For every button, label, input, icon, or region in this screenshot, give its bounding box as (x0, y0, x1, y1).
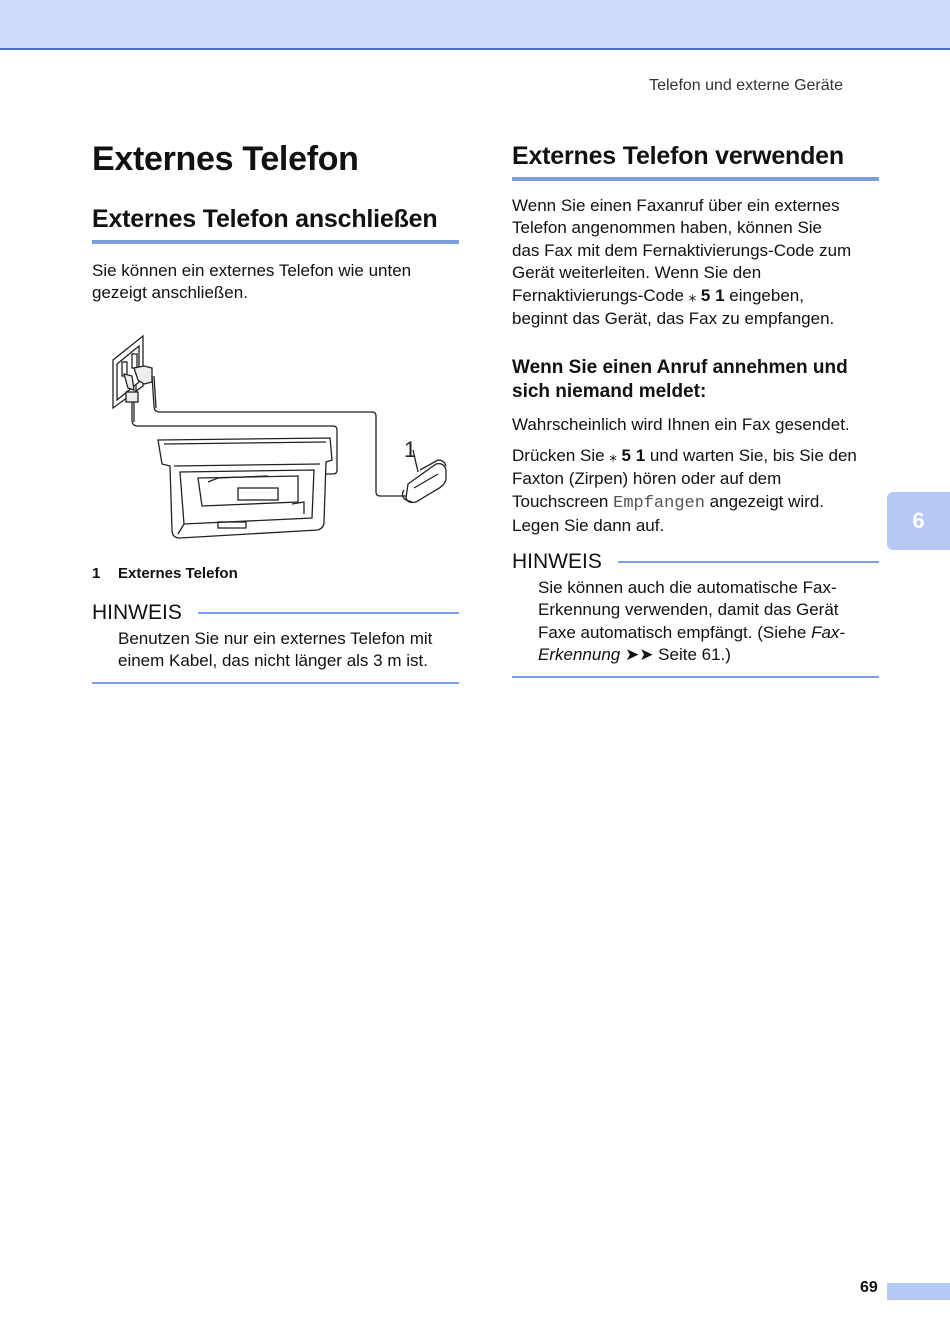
page-number-bar (887, 1283, 950, 1300)
page-number: 69 (860, 1279, 878, 1296)
use-line-2: Telefon angenommen haben, können Sie (512, 218, 823, 238)
intro-paragraph (92, 260, 464, 305)
use-line-5-end: eingeben, (724, 285, 804, 305)
subheading-no-answer (512, 356, 879, 404)
page-reference[interactable]: Seite 61.) (658, 645, 731, 665)
press-line-1-end: und warten Sie, bis Sie den (645, 446, 857, 465)
fax-recognition-link-part2[interactable]: Erkennung (538, 645, 621, 665)
figure-callout-number: 1 (404, 437, 417, 462)
section-title-connect: Externes Telefon anschließen (92, 205, 459, 244)
press-code-paragraph (512, 445, 884, 538)
note-heading-rule (198, 612, 459, 614)
intro-line-1: Sie können ein externes Telefon wie unten (92, 261, 412, 280)
page-ref-arrows-icon: ➤➤ (620, 645, 659, 665)
note-left-line-2: einem Kabel, das nicht länger als 3 m ist. (118, 651, 428, 671)
press-line-3-end: angezeigt wird. (704, 491, 825, 511)
note-right-line-3-text: Faxe automatisch empfängt. (Siehe (538, 622, 812, 642)
fax-recognition-link-part1[interactable]: Fax- (811, 622, 846, 642)
press-line-1-text: Drücken Sie (512, 446, 610, 465)
subheading-line-1: Wenn Sie einen Anruf annehmen und (512, 357, 848, 378)
press-line-2: Faxton (Zirpen) hören oder auf dem (512, 469, 782, 489)
page-title: Externes Telefon (92, 140, 359, 178)
telephone (402, 460, 446, 503)
note-end-rule-right (512, 676, 879, 678)
note-right-line-3 (538, 622, 883, 644)
press-line-3 (512, 491, 884, 515)
note-heading-text: HINWEIS (92, 601, 182, 624)
intro-line-2: gezeigt anschließen. (92, 283, 248, 303)
note-heading-left (92, 601, 459, 625)
note-heading-rule-right (618, 561, 879, 563)
chapter-tab[interactable]: 6 (887, 492, 950, 550)
running-header: Telefon und externe Geräte (649, 77, 843, 94)
note-body-left (118, 628, 463, 673)
use-line-5 (512, 285, 884, 308)
press-line-3-text: Touchscreen (512, 491, 614, 511)
activation-code: 5 1 (696, 285, 725, 305)
note-end-rule-left (92, 682, 459, 684)
figure-caption (92, 565, 238, 582)
note-right-line-4 (538, 644, 883, 666)
screen-text-empfangen: Empfangen (613, 493, 705, 513)
use-line-1: Wenn Sie einen Faxanruf über ein externes (512, 196, 840, 215)
likely-fax-text: Wahrscheinlich wird Ihnen ein Fax gesendet. (512, 415, 850, 434)
note-right-line-1: Sie können auch die automatische Fax- (538, 578, 837, 597)
use-line-4: Gerät weiterleiten. Wenn Sie den (512, 263, 762, 283)
subheading-line-2: sich niemand meldet: (512, 381, 707, 402)
note-heading-right (512, 550, 879, 574)
section-title-use: Externes Telefon verwenden (512, 142, 879, 181)
top-color-band (0, 0, 950, 50)
note-right-line-2: Erkennung verwenden, damit das Gerät (538, 600, 839, 620)
activation-code-2: 5 1 (616, 446, 646, 465)
press-line-4: Legen Sie dann auf. (512, 516, 665, 536)
note-left-line-1: Benutzen Sie nur ein externes Telefon mit (118, 629, 433, 648)
note-body-right (538, 577, 883, 667)
use-line-6: beginnt das Gerät, das Fax zu empfangen. (512, 309, 835, 329)
star-key-icon: ⁎ (688, 287, 697, 305)
note-heading-text-right: HINWEIS (512, 550, 602, 573)
caption-number: 1 (92, 565, 101, 582)
press-line-1 (512, 445, 884, 468)
star-key-icon-2: ⁎ (609, 448, 617, 465)
caption-text: Externes Telefon (118, 565, 238, 582)
use-line-3: das Fax mit dem Fernaktivierungs-Code zum (512, 240, 852, 260)
use-paragraph (512, 195, 884, 330)
use-line-5-text: Fernaktivierungs-Code (512, 285, 689, 305)
